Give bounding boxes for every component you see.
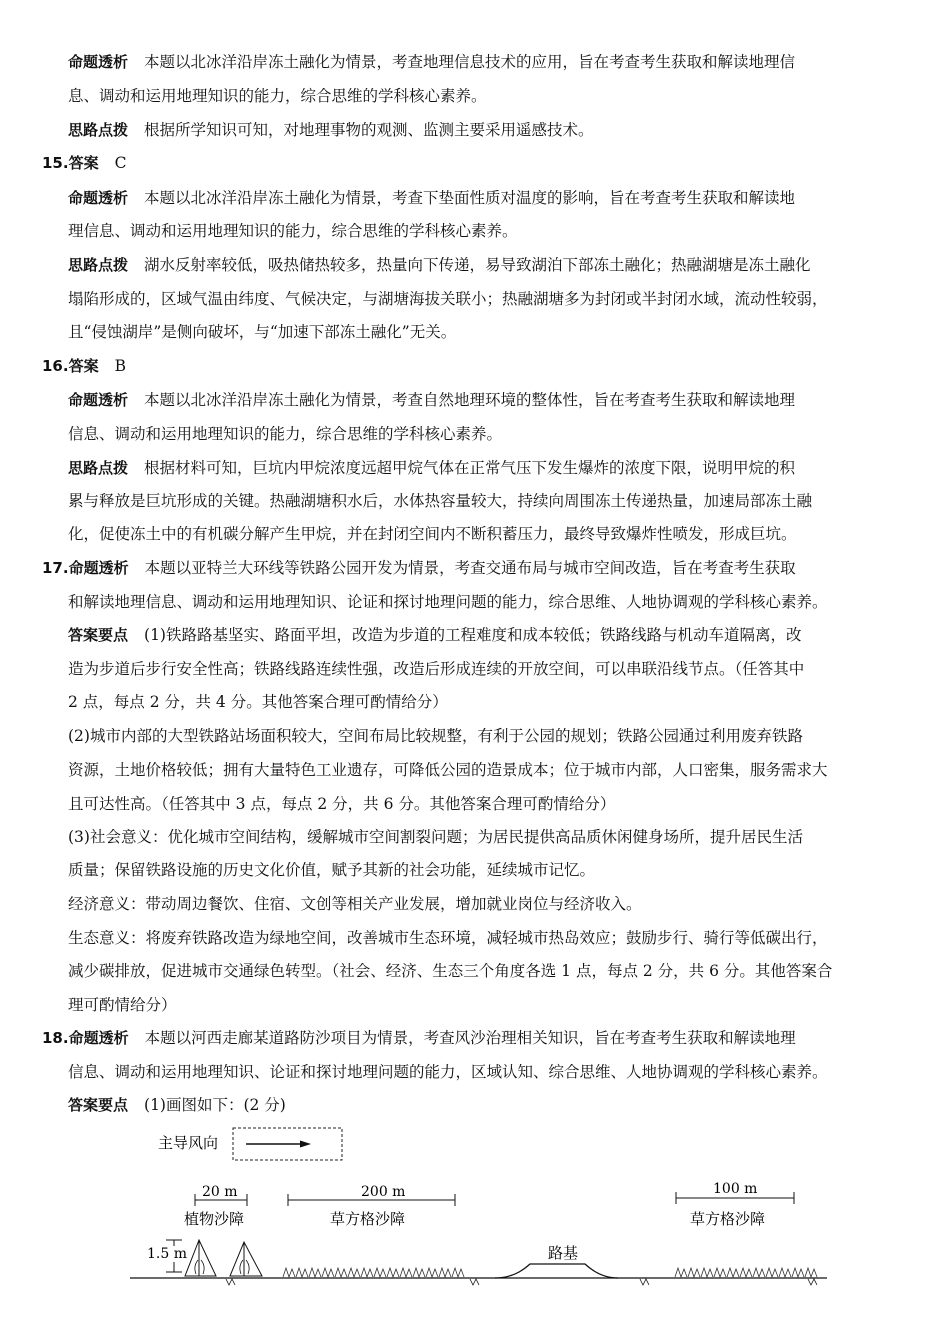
q14-hint-label: 思路点拨	[68, 121, 129, 139]
grass-barrier-label-1: 草方格沙障	[330, 1210, 406, 1228]
q16-hint-text-3: 化，促使冻土中的有机碳分解产生甲烷，并在封闭空间内不断积蓄压力，最终导致爆炸性喷发，形成巨坑。	[68, 525, 797, 543]
grass-tufts-right	[675, 1268, 817, 1277]
plant-barrier-shape-2	[230, 1242, 262, 1276]
q14-analysis-line-2	[0, 85, 950, 107]
q16-analysis-label: 命题透析	[68, 391, 129, 409]
q15-answer-value: C	[114, 154, 127, 172]
q17-p1-line-2	[0, 658, 950, 680]
q16-hint-label: 思路点拨	[68, 459, 129, 477]
q17-p1-text-2: 造为步道后步行安全性高；铁路线路连续性强，改造后形成连续的开放空间，可以串联沿线节点。（任答其中	[68, 660, 805, 678]
q15-hint-text-3: 且“侵蚀湖岸”是侧向破坏，与“加速下部冻土融化”无关。	[68, 323, 457, 341]
wind-arrow-icon	[246, 1141, 311, 1148]
q15-analysis-text-2: 理信息、调动和运用地理知识的能力，综合思维的学科核心素养。	[68, 222, 518, 240]
q16-answer-line	[0, 355, 950, 377]
q16-hint-line-2	[0, 490, 950, 512]
q17-analysis-line-2	[0, 591, 950, 613]
q14-analysis-label: 命题透析	[68, 53, 129, 71]
q17-p3-text-2: 质量；保留铁路设施的历史文化价值，赋予其新的社会功能，延续城市记忆。	[68, 861, 596, 879]
q16-analysis-line-2	[0, 423, 950, 445]
q15-hint-text-2: 塌陷形成的，区域气温由纬度、气候决定，与湖塘海拔关联小；热融湖塘多为封闭或半封闭水域，流动性较弱，	[68, 290, 828, 308]
wind-direction-label: 主导风向	[158, 1134, 219, 1152]
dimension-200m-label: 200 m	[361, 1184, 406, 1200]
q15-analysis-text-1: 本题以北冰洋沿岸冻土融化为情景，考查下垫面性质对温度的影响，旨在考查考生获取和解读地	[144, 189, 796, 207]
q18-p1-text-1: (1)画图如下：(2 分)	[144, 1096, 286, 1114]
q18-analysis-line-1	[0, 1027, 950, 1049]
q17-analysis-line-1	[0, 557, 950, 579]
q14-hint-line-1	[0, 119, 950, 141]
q15-hint-text-1: 湖水反射率较低，吸热储热较多，热量向下传递，易导致湖泊下部冻土融化；热融湖塘是冻土融化	[144, 256, 811, 274]
q16-answer-value: B	[114, 357, 126, 375]
q14-hint-text-1: 根据所学知识可知，对地理事物的观测、监测主要采用遥感技术。	[144, 121, 594, 139]
dimension-20m-label: 20 m	[202, 1184, 238, 1200]
q17-p3-line-6	[0, 994, 950, 1016]
dimension-100m-label: 100 m	[713, 1181, 758, 1197]
q17-analysis-text-1: 本题以亚特兰大环线等铁路公园开发为情景，考查交通布局与城市空间改造，旨在考查考生获取	[144, 559, 796, 577]
q15-number: 15.	[42, 154, 69, 172]
q17-key-label: 答案要点	[68, 626, 129, 644]
q18-key-label: 答案要点	[68, 1096, 129, 1114]
q18-key-line-1	[0, 1094, 950, 1116]
q14-analysis-line-1	[0, 51, 950, 73]
q14-analysis-text-2: 息、调动和运用地理知识的能力，综合思维的学科核心素养。	[68, 87, 487, 105]
q17-p3-line-1	[0, 826, 950, 848]
q17-p1-text-1: (1)铁路路基坚实、路面平坦，改造为步道的工程难度和成本较低；铁路线路与机动车道隔离，改	[144, 626, 802, 644]
q17-p3-line-2	[0, 859, 950, 881]
q15-answer-line	[0, 152, 950, 174]
q16-analysis-text-1: 本题以北冰洋沿岸冻土融化为情景，考查自然地理环境的整体性，旨在考查考生获取和解读地理	[144, 391, 796, 409]
q17-p2-line-1	[0, 725, 950, 747]
q16-answer-label: 答案	[68, 357, 99, 375]
q17-p2-text-1: (2)城市内部的大型铁路站场面积较大，空间布局比较规整，有利于公园的规划；铁路公园通过利用废弃铁路	[68, 727, 803, 745]
q17-p3-text-1: (3)社会意义：优化城市空间结构，缓解城市空间割裂问题；为居民提供高品质休闲健身场所，提升居民生活	[68, 828, 803, 846]
sand-barrier-diagram	[0, 1118, 950, 1298]
q14-analysis-text-1: 本题以北冰洋沿岸冻土融化为情景，考查地理信息技术的应用，旨在考查考生获取和解读地理信	[144, 53, 796, 71]
q15-analysis-label: 命题透析	[68, 189, 129, 207]
roadbed-label: 路基	[548, 1244, 579, 1262]
q15-hint-line-2	[0, 288, 950, 310]
q17-p2-text-2: 资源，土地价格较低；拥有大量特色工业遗存，可降低公园的造景成本；位于城市内部，人口密集，服务需求大	[68, 761, 828, 779]
q15-analysis-line-2	[0, 220, 950, 242]
q17-analysis-label: 命题透析	[68, 559, 129, 577]
q18-analysis-text-2: 信息、调动和运用地理知识、论证和探讨地理问题的能力，区域认知、综合思维、人地协调观的学科核心素养。	[68, 1063, 828, 1081]
q18-analysis-text-1: 本题以河西走廊某道路防沙项目为情景，考查风沙治理相关知识，旨在考查考生获取和解读地理	[144, 1029, 796, 1047]
q16-hint-line-3	[0, 523, 950, 545]
roadbed-shape	[495, 1264, 618, 1278]
q16-number: 16.	[42, 357, 69, 375]
q18-analysis-label: 命题透析	[68, 1029, 129, 1047]
ground-marks	[226, 1279, 817, 1285]
q18-analysis-line-2	[0, 1061, 950, 1083]
q17-p3-line-5	[0, 960, 950, 982]
plant-barrier-shape-1	[185, 1240, 216, 1276]
height-label: 1.5 m	[147, 1246, 187, 1262]
q15-hint-line-3	[0, 321, 950, 343]
q16-analysis-line-1	[0, 389, 950, 411]
q15-answer-label: 答案	[68, 154, 99, 172]
q17-p1-line-3	[0, 691, 950, 713]
q17-number: 17.	[42, 559, 69, 577]
q17-p3-line-3	[0, 893, 950, 915]
q17-p3-line-4	[0, 927, 950, 949]
q17-p2-line-3	[0, 793, 950, 815]
q16-hint-text-1: 根据材料可知，巨坑内甲烷浓度远超甲烷气体在正常气压下发生爆炸的浓度下限，说明甲烷的积	[144, 459, 796, 477]
q15-hint-label: 思路点拨	[68, 256, 129, 274]
q17-p3-text-6: 理可酌情给分）	[68, 996, 177, 1014]
q15-hint-line-1	[0, 254, 950, 276]
q18-number: 18.	[42, 1029, 69, 1047]
grass-barrier-label-2: 草方格沙障	[690, 1210, 766, 1228]
q17-analysis-text-2: 和解读地理信息、调动和运用地理知识、论证和探讨地理问题的能力，综合思维、人地协调观的学科核心素养。	[68, 593, 828, 611]
q16-analysis-text-2: 信息、调动和运用地理知识的能力，综合思维的学科核心素养。	[68, 425, 503, 443]
q16-hint-line-1	[0, 457, 950, 479]
plant-barrier-label: 植物沙障	[184, 1210, 245, 1228]
q17-p2-line-2	[0, 759, 950, 781]
q17-p3-text-4: 生态意义：将废弃铁路改造为绿地空间，改善城市生态环境，减轻城市热岛效应；鼓励步行、骑行等低碳出行，	[68, 929, 828, 947]
q16-hint-text-2: 累与释放是巨坑形成的关键。热融湖塘积水后，水体热容量较大，持续向周围冻土传递热量，加速局部冻土融	[68, 492, 813, 510]
grass-tufts-left	[283, 1268, 464, 1277]
q15-analysis-line-1	[0, 187, 950, 209]
q17-key-line-1	[0, 624, 950, 646]
q17-p3-text-3: 经济意义：带动周边餐饮、住宿、文创等相关产业发展，增加就业岗位与经济收入。	[68, 895, 642, 913]
q17-p3-text-5: 减少碳排放，促进城市交通绿色转型。（社会、经济、生态三个角度各选 1 点，每点 2 分，共 6 分。其他答案合	[68, 962, 833, 980]
q17-p1-text-3: 2 点，每点 2 分，共 4 分。其他答案合理可酌情给分）	[68, 693, 448, 711]
q17-p2-text-3: 且可达性高。（任答其中 3 点，每点 2 分，共 6 分。其他答案合理可酌情给分）	[68, 795, 616, 813]
